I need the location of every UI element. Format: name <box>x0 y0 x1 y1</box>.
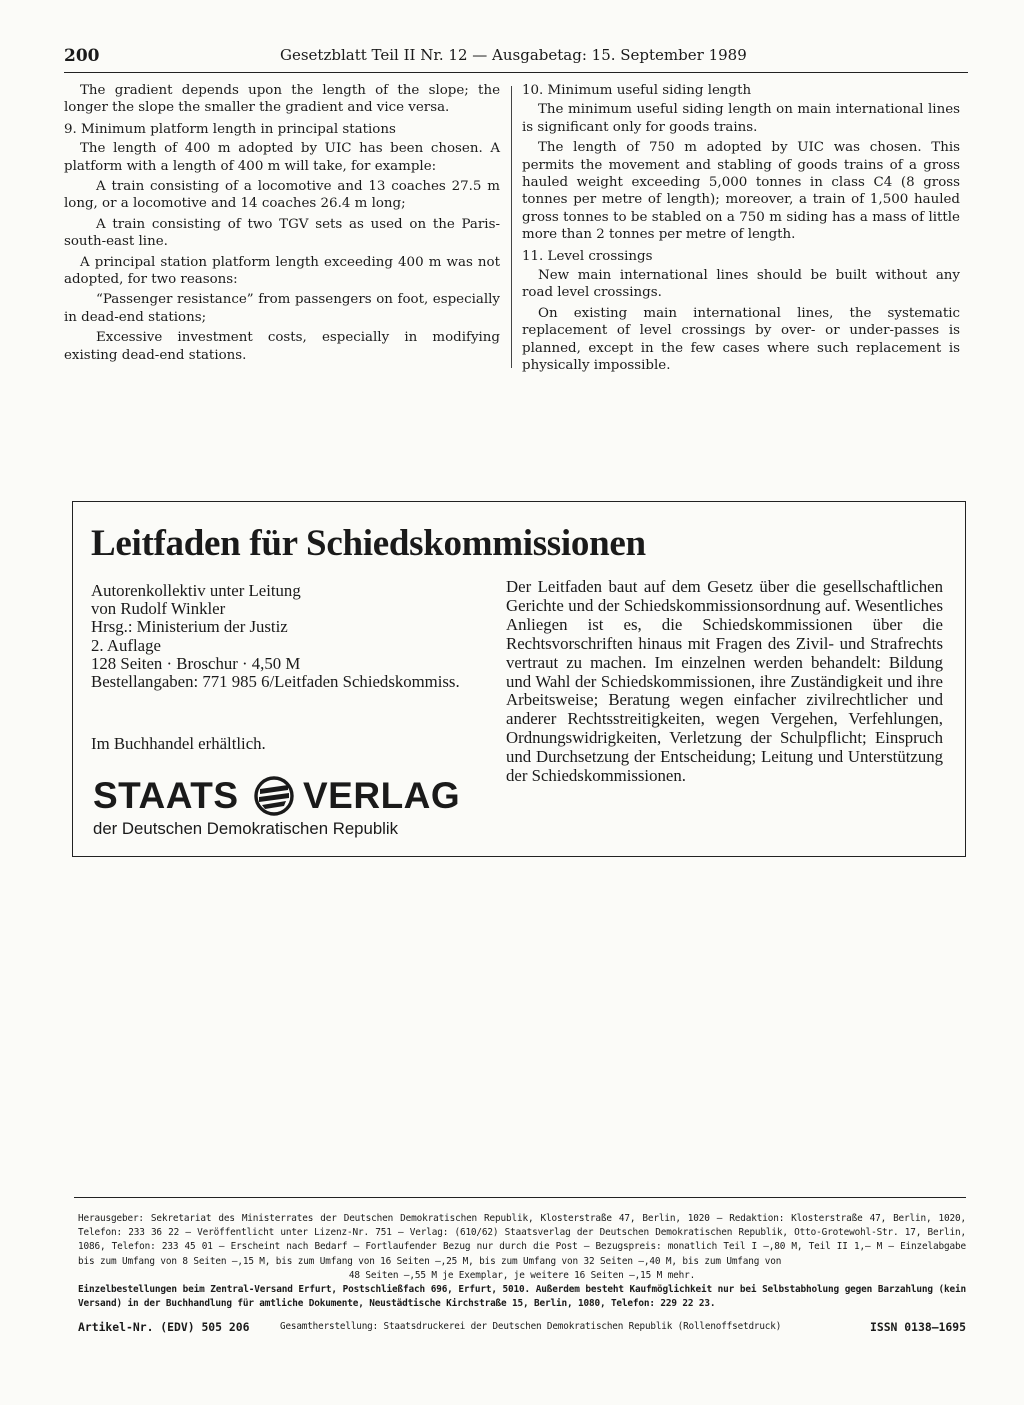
publisher-emblem-icon <box>253 776 295 816</box>
advert-detail-line: Hrsg.: Ministerium der Justiz <box>91 617 288 637</box>
footer-rule <box>74 1197 966 1198</box>
section-10-paragraph-1: The minimum useful siding length on main international lines is significant only for goods trains. <box>522 102 960 135</box>
section-9-item-3: “Passenger resistance” from passengers on foot, especially in dead-end stations; <box>64 292 500 325</box>
header-rule <box>64 72 968 73</box>
section-9-item-1: A train consisting of a locomotive and 13 coaches 27.5 m long, or a locomotive and 14 coaches 26.4 m long; <box>64 179 500 212</box>
page-number: 200 <box>64 46 100 66</box>
printer-credit: Gesamtherstellung: Staatsdruckerei der Deutschen Demokratischen Republik (Rollenoffsetdruck) <box>280 1321 782 1332</box>
imprint-price-tail: 48 Seiten –,55 M je Exemplar, je weitere 16 Seiten –,15 M mehr. <box>348 1269 696 1281</box>
section-9-item-4: Excessive investment costs, especially in modifying existing dead-end stations. <box>64 330 500 363</box>
header-title: Gesetzblatt Teil II Nr. 12 — Ausgabetag: 15. September 1989 <box>280 46 747 64</box>
right-column <box>522 82 960 378</box>
section-11-paragraph-1: New main international lines should be built without any road level crossings. <box>522 268 960 301</box>
section-9-paragraph-2: A principal station platform length exceeding 400 m was not adopted, for two reasons: <box>64 254 500 288</box>
left-column <box>64 82 500 367</box>
staatsverlag-logo <box>93 775 461 816</box>
book-advert <box>72 501 966 857</box>
section-11-heading: 11. Level crossings <box>522 248 653 264</box>
column-divider <box>511 86 512 368</box>
section-10-paragraph-2: The length of 750 m adopted by UIC was chosen. This permits the movement and stabling of goods trains of a gross hauled weight exceeding 5,000 tonnes in class C4 (8 gross tonnes per metre of length); moreover, a train of 1,500 hauled gross tonnes to be stabled on a 750 m siding has a mass of little more than 2 tonnes per metre of length. <box>522 140 960 243</box>
advert-detail-line: Autorenkollektiv unter Leitung <box>91 581 301 600</box>
imprint-text: Herausgeber: Sekretariat des Ministerrates der Deutschen Demokratischen Republik, Klosterstraße 47, Berlin, 1020 – Redaktion: Klosterstraße 47, Berlin, 1020, Telefon: 233 36 22 – Veröffentlicht unter Lizenz-Nr. 751 – Verlag: (610/62) Staatsverlag der Deutschen Demokratischen Republik, Otto-Grotewohl-Str. 17, Berlin, 1086, Telefon: 233 45 01 – Erscheint nach Bedarf – Fortlaufender Bezug nur durch die Post – Bezugspreis: monatlich Teil I –,80 M, Teil II 1,– M – Einzelabgabe bis zum Umfang von 8 Seiten –,15 M, bis zum Umfang von 16 Seiten –,25 M, bis zum Umfang von 32 Seiten –,40 M, bis zum Umfang von <box>78 1213 966 1267</box>
order-information: Einzelbestellungen beim Zentral-Versand Erfurt, Postschließfach 696, Erfurt, 5010. Außerdem besteht Kaufmöglichkeit nur bei Selbstabholung gegen Barzahlung (kein Versand) in der Buchhandlung für amtliche Dokumente, Neustädtische Kirchstraße 15, Berlin, 1080, Telefon: 229 22 23. <box>78 1284 966 1310</box>
footer-line <box>78 1320 966 1338</box>
section-9-heading: 9. Minimum platform length in principal stations <box>64 121 396 137</box>
advert-details <box>91 582 491 691</box>
advert-title: Leitfaden für Schiedskommissionen <box>91 523 646 564</box>
issn: ISSN 0138–1695 <box>869 1320 966 1334</box>
logo-word-staats: STAATS <box>93 775 239 816</box>
advert-detail-line: 2. Auflage <box>91 635 161 655</box>
section-11-paragraph-2: On existing main international lines, the systematic replacement of level crossings by over- or under-passes is planned, except in the few cases where such replacement is physically impossible. <box>522 305 960 374</box>
logo-word-verlag: VERLAG <box>303 775 461 816</box>
advert-detail-line: von Rudolf Winkler <box>91 599 226 619</box>
intro-paragraph: The gradient depends upon the length of the slope; the longer the slope the smaller the gradient and vice versa. <box>64 83 500 116</box>
imprint <box>78 1212 966 1311</box>
section-9-item-2: A train consisting of two TGV sets as used on the Paris-south-east line. <box>64 216 500 250</box>
section-9-paragraph-1: The length of 400 m adopted by UIC has been chosen. A platform with a length of 400 m will take, for example: <box>64 141 500 174</box>
page-header <box>64 46 964 70</box>
advert-availability: Im Buchhandel erhältlich. <box>91 734 266 753</box>
logo-subtitle: der Deutschen Demokratischen Republik <box>93 819 399 838</box>
section-10-heading: 10. Minimum useful siding length <box>522 83 752 98</box>
advert-description: Der Leitfaden baut auf dem Gesetz über die gesellschaftlichen Gerichte und der Schiedskommissionsordnung auf. Wesentliches Anliegen ist es, die Schiedskommissionen über die Rechtsvorschriften hinaus mit Fragen des Zivil- und Strafrechts vertraut zu machen. Im einzelnen werden behandelt: Bildung und Wahl der Schiedskommissionen, ihre Zuständigkeit und ihre Arbeitsweise; Beratung wegen einfacher zivilrechtlicher und anderer Rechtsstreitigkeiten, wegen Vergehen, Verfehlungen, Ordnungswidrigkeiten, Verletzung der Schulpflicht; Einspruch und Durchsetzung der Entscheidung; Leitung und Unterstützung der Schiedskommissionen. <box>506 577 943 786</box>
advert-detail-line: Bestellangaben: 771 985 6/Leitfaden Schiedskommiss. <box>91 672 460 692</box>
article-number: Artikel-Nr. (EDV) 505 206 <box>78 1320 250 1334</box>
advert-detail-line: 128 Seiten · Broschur · 4,50 M <box>91 653 301 673</box>
